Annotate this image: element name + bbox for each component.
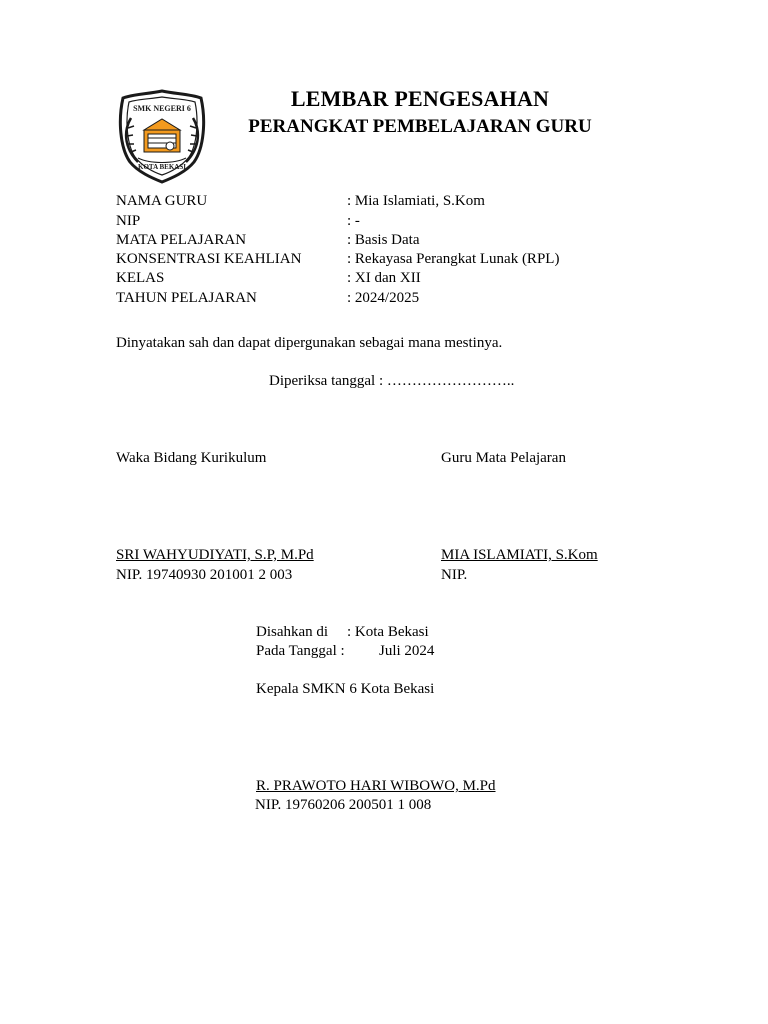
identity-value: : XI dan XII bbox=[347, 270, 421, 286]
identity-label: NAMA GURU bbox=[116, 193, 208, 209]
right-signer-nip: NIP. bbox=[441, 567, 468, 583]
approval-date-label: Pada Tanggal : bbox=[256, 643, 345, 659]
statement-text: Dinyatakan sah dan dapat dipergunakan sebagai mana mestinya. bbox=[116, 335, 503, 351]
checked-date-text: Diperiksa tanggal : …………………….. bbox=[269, 373, 515, 389]
identity-value: : Basis Data bbox=[347, 232, 420, 248]
logo-bottom-text: KOTA BEKASI bbox=[138, 163, 186, 171]
identity-label: KELAS bbox=[116, 270, 165, 286]
identity-label: KONSENTRASI KEAHLIAN bbox=[116, 251, 302, 267]
logo-top-text: SMK NEGERI 6 bbox=[133, 104, 191, 113]
identity-label: MATA PELAJARAN bbox=[116, 232, 247, 248]
left-signer-role: Waka Bidang Kurikulum bbox=[116, 450, 267, 466]
school-logo-icon bbox=[114, 88, 210, 184]
identity-value: : Rekayasa Perangkat Lunak (RPL) bbox=[347, 251, 560, 267]
approval-signer-nip: NIP. 19760206 200501 1 008 bbox=[255, 797, 432, 813]
identity-value: : 2024/2025 bbox=[347, 290, 420, 306]
identity-label: NIP bbox=[116, 213, 141, 229]
approval-date-value: Juli 2024 bbox=[379, 643, 435, 659]
approval-role: Kepala SMKN 6 Kota Bekasi bbox=[256, 681, 435, 697]
approval-place-value: : Kota Bekasi bbox=[347, 624, 429, 640]
identity-value: : Mia Islamiati, S.Kom bbox=[347, 193, 485, 209]
identity-label: TAHUN PELAJARAN bbox=[116, 290, 257, 306]
right-signer-name: MIA ISLAMIATI, S.Kom bbox=[441, 547, 598, 563]
approval-signer-name: R. PRAWOTO HARI WIBOWO, M.Pd bbox=[256, 778, 496, 794]
document-subtitle: PERANGKAT PEMBELAJARAN GURU bbox=[248, 116, 592, 137]
right-signer-role: Guru Mata Pelajaran bbox=[441, 450, 566, 466]
identity-value: : - bbox=[347, 213, 360, 229]
left-signer-nip: NIP. 19740930 201001 2 003 bbox=[116, 567, 293, 583]
left-signer-name: SRI WAHYUDIYATI, S.P, M.Pd bbox=[116, 547, 314, 563]
document-title: LEMBAR PENGESAHAN bbox=[290, 86, 550, 111]
approval-place-label: Disahkan di bbox=[256, 624, 329, 640]
